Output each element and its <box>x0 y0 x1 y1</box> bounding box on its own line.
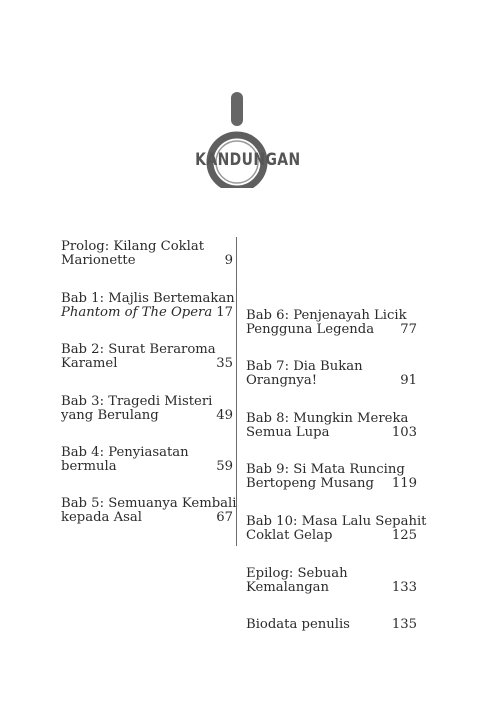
toc-entry-bab-8[interactable] <box>246 412 417 439</box>
page-number: 59 <box>216 458 233 474</box>
entry-title-line1: Biodata penulis <box>246 617 350 632</box>
page-number: 119 <box>391 475 417 491</box>
page-number: 67 <box>216 509 233 525</box>
entry-title-line1: Bab 9: Si Mata Runcing <box>246 462 405 477</box>
magnifier-emblem-icon <box>189 92 301 188</box>
entry-title-line1: Bab 2: Surat Beraroma <box>61 342 216 357</box>
page-number: 103 <box>391 424 417 440</box>
entry-title-line2: kepada Asal <box>61 509 142 525</box>
page-number: 49 <box>216 407 233 423</box>
toc-entry-bab-9[interactable] <box>246 463 417 490</box>
entry-title-line1: Bab 7: Dia Bukan <box>246 359 363 374</box>
entry-title-line2: bermula <box>61 458 117 474</box>
page-number: 135 <box>391 617 417 632</box>
entry-title-line2: Karamel <box>61 355 118 371</box>
toc-entry-biodata[interactable] <box>246 618 417 632</box>
entry-title-line2: Marionette <box>61 252 136 268</box>
entry-title-line2: Kemalangan <box>246 579 330 595</box>
toc-entry-bab-6[interactable] <box>246 309 417 336</box>
entry-title-line2: Phantom of The Opera <box>61 304 213 320</box>
column-divider <box>236 237 237 546</box>
toc-entry-bab-7[interactable] <box>246 360 417 387</box>
page-number: 77 <box>400 321 417 337</box>
page-number: 91 <box>400 372 417 388</box>
page-number: 9 <box>224 252 233 268</box>
entry-title-line2: Coklat Gelap <box>246 527 333 543</box>
entry-title-line1: Bab 5: Semuanya Kembali <box>61 496 237 511</box>
entry-title-line2: Orangnya! <box>246 372 318 388</box>
toc-entry-prolog[interactable] <box>61 240 233 267</box>
toc-entry-epilog[interactable] <box>246 567 417 594</box>
entry-title-line2: Bertopeng Musang <box>246 475 374 491</box>
entry-title-line2: yang Berulang <box>61 407 159 423</box>
entry-title-line1: Bab 10: Masa Lalu Sepahit <box>246 514 427 529</box>
page-number: 35 <box>216 355 233 371</box>
entry-title-line2: Pengguna Legenda <box>246 321 375 337</box>
entry-title-line1: Bab 6: Penjenayah Licik <box>246 308 407 323</box>
toc-entry-bab-4[interactable] <box>61 446 233 473</box>
toc-entry-bab-1[interactable] <box>61 292 233 319</box>
toc-entry-bab-2[interactable] <box>61 343 233 370</box>
page-number: 133 <box>391 579 417 595</box>
entry-title-line1: Bab 4: Penyiasatan <box>61 445 189 460</box>
entry-title-line1: Bab 3: Tragedi Misteri <box>61 394 213 409</box>
page-number: 125 <box>391 527 417 543</box>
toc-entry-bab-10[interactable] <box>246 514 427 543</box>
entry-title-line1: Bab 8: Mungkin Mereka <box>246 411 409 426</box>
entry-title-line2: Semua Lupa <box>246 424 330 440</box>
entry-title-line1: Prolog: Kilang Coklat <box>61 239 205 254</box>
entry-title-line1: Bab 1: Majlis Bertemakan <box>61 291 235 306</box>
page-title: KANDUNGAN <box>195 150 301 170</box>
entry-title-line1: Epilog: Sebuah <box>246 566 348 581</box>
page-number: 17 <box>216 304 233 320</box>
toc-entry-bab-5[interactable] <box>61 496 237 525</box>
toc-entry-bab-3[interactable] <box>61 395 233 422</box>
